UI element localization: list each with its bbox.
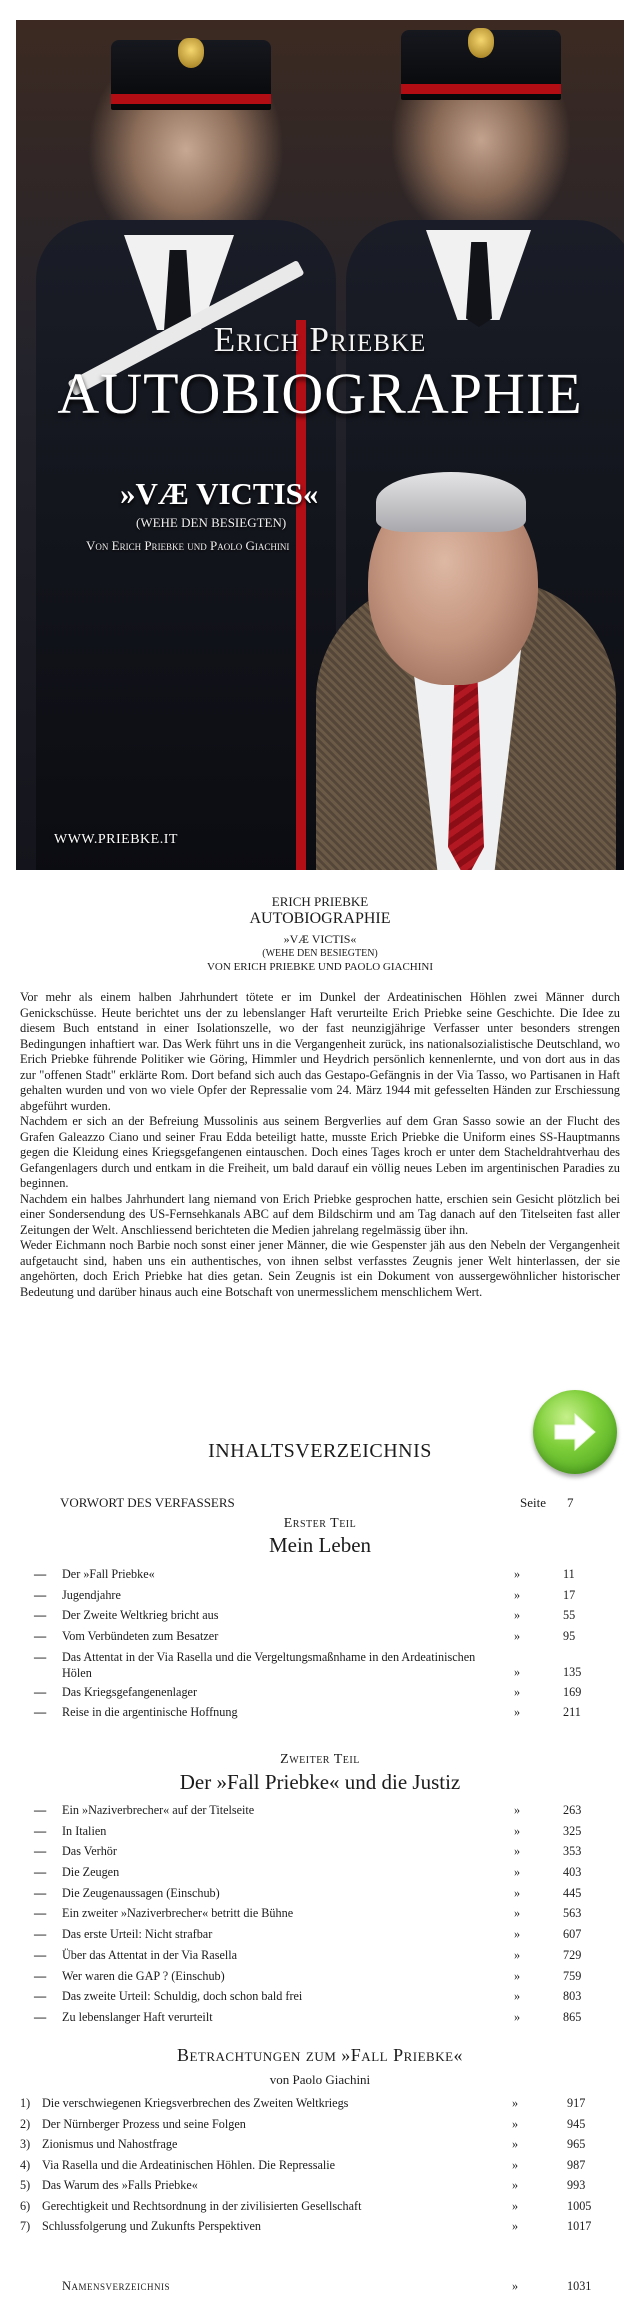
cover-subtitle-note: (WEHE DEN BESIEGTEN) (136, 515, 287, 530)
cap-badge-left (178, 38, 204, 68)
book-title: AUTOBIOGRAPHIE (249, 910, 391, 927)
toc-entry[interactable]: 6) Gerechtigkeit und Rechtsordnung in der zivilisierten Gesellschaft » 1005 (20, 2198, 592, 2213)
description-paragraph: Vor mehr als einem halben Jahrhundert tötete er im Dunkel der Ardeatinischen Höhlen zwei Männer durch Genickschüsse. Heute berichtet uns der zu lebenslanger Haft verurteilte Erich Priebke seine Geschichte. Die Idee zu diesem Buch entstand in einer Isolationszelle, wo der fast neunzigjährige Verfasser unter besonders strengen Bedingungen inhaftiert war. Das Werk führt uns in die Vergangenheit zurück, ins nationalsozialistische Deutschland, wo Erich Priebke führende Politiker wie Göring, Himmler und Heydrich persönlich kennenlernte, und von dort aus in das zur "offenen Stadt" erklärte Rom. Dort befand sich auch das Gestapo-Gefängnis in der Via Tasso, wo Partisanen in Haft gehalten wurden und von wo viele Opfer der Repressalie vom 24. März 1944 mit gefesselten Händen zur Erschiessung abgeführt wurden. (20, 990, 620, 1113)
toc-entry[interactable]: — Jugendjahre » 17 (34, 1587, 576, 1602)
part3-list (0, 2093, 640, 2237)
toc-entry[interactable]: 5) Das Warum des »Falls Priebke« » 993 (20, 2178, 586, 2192)
toc-entry[interactable]: — Der Zweite Weltkrieg bricht aus » 55 (34, 1608, 576, 1623)
toc-entry[interactable]: 1) Die verschwiegenen Kriegsverbrechen des Zweiten Weltkriegs » 917 (20, 2096, 586, 2110)
toc-title: INHALTSVERZEICHNIS (208, 1440, 432, 1462)
book-authors: VON ERICH PRIEBKE UND PAOLO GIACHINI (206, 961, 433, 973)
part3-byline: von Paolo Giachini (269, 2072, 371, 2087)
toc-vorwort-label: VORWORT DES VERFASSERS (60, 1495, 235, 1510)
toc-entry[interactable]: 2) Der Nürnberger Prozess und seine Folgen » 945 (20, 2116, 586, 2131)
book-cover (16, 20, 624, 870)
toc-entry[interactable]: — Zu lebenslanger Haft verurteilt » 865 (34, 2009, 582, 2024)
description-paragraph: Weder Eichmann noch Barbie noch sonst einer jener Männer, die wie Gespenster jäh aus den Nebeln der Vergangenheit aufgetaucht sind, haben uns ein authentisches, von ihnen selbst verfasstes Zeugnis jener Welt hinterlassen, der sie angehörten, doch Erich Priebke hat dies getan. Sein Zeugnis ist ein Dokument von aussergewöhnlicher historischer Bedeutung und darüber hinaus auch eine Botschaft von unermesslichem menschlichem Wert. (20, 1238, 620, 1299)
book-description (20, 990, 620, 1300)
toc-entry[interactable]: — Vom Verbündeten zum Besatzer » 95 (34, 1629, 576, 1644)
toc-entry[interactable]: — Das Attentat in der Via Rasella und die Vergeltungsmaßnhame in den Ardeatinischen Hölen » 135 (34, 1649, 582, 1680)
toc-vorwort-page: 7 (567, 1495, 574, 1510)
toc-vorwort-seite: Seite (520, 1495, 546, 1510)
description-paragraph: Nachdem ein halbes Jahrhundert lang niemand von Erich Priebke gesprochen hatte, erschien sein Gesicht plötzlich bei einer Sondersendung des US-Fernsehkanals ABC auf dem Bildschirm und am Tag danach auf den Titelseiten fast aller Zeitungen der Welt. Anschliessend berichteten die Medien jahrelang regelmässig über ihn. (20, 1191, 620, 1237)
toc-entry[interactable]: 3) Zionismus und Nahostfrage » 965 (20, 2137, 586, 2151)
toc-entry[interactable]: — Das Kriegsgefangenenlager » 169 (34, 1684, 582, 1699)
toc-entry[interactable]: — In Italien » 325 (34, 1823, 582, 1838)
toc-entry[interactable]: — Der »Fall Priebke« » 11 (34, 1567, 575, 1581)
cover-author: Erich Priebke (213, 320, 427, 359)
part2-list (0, 1800, 640, 2028)
toc-entry[interactable]: — Die Zeugen » 403 (34, 1865, 582, 1880)
cover-subtitle: »VÆ VICTIS« (120, 476, 319, 511)
man-hair (376, 472, 526, 532)
book-subtitle-note: (WEHE DEN BESIEGTEN) (262, 948, 378, 959)
toc-entry[interactable]: — Ein zweiter »Naziverbrecher« betritt die Bühne » 563 (34, 1906, 582, 1921)
part1-heading: Mein Leben (268, 1533, 372, 1557)
toc-entry[interactable]: — Über das Attentat in der Via Rasella » 729 (34, 1947, 582, 1962)
toc-namens-page: 1031 (567, 2279, 592, 2293)
part3-heading: Betrachtungen zum »Fall Priebke« (176, 2045, 464, 2065)
toc-entry[interactable]: 7) Schlussfolgerung und Zukunfts Perspektiven » 1017 (20, 2219, 592, 2233)
book-author: ERICH PRIEBKE (271, 894, 369, 909)
part2-heading: Der »Fall Priebke« und die Justiz (179, 1770, 461, 1794)
cover-authors: Von Erich Priebke und Paolo Giachini (86, 538, 290, 553)
toc-entry[interactable]: — Ein »Naziverbrecher« auf der Titelseite » 263 (34, 1803, 582, 1817)
toc-entry[interactable]: — Das erste Urteil: Nicht strafbar » 607 (34, 1927, 582, 1942)
toc-entry[interactable]: — Das Verhör » 353 (34, 1844, 582, 1859)
toc-entry[interactable]: — Wer waren die GAP ? (Einschub) » 759 (34, 1968, 582, 1983)
toc-entry[interactable]: 4) Via Rasella und die Ardeatinischen Höhlen. Die Repressalie » 987 (20, 2157, 586, 2172)
toc-entry[interactable]: — Die Zeugenaussagen (Einschub) » 445 (34, 1885, 582, 1900)
cap-badge-right (468, 28, 494, 58)
part1-label: Erster Teil (283, 1516, 357, 1531)
toc-namensverzeichnis[interactable]: Namensverzeichnis (62, 2279, 171, 2293)
cover-url: WWW.PRIEBKE.IT (54, 832, 178, 847)
part1-list (0, 1564, 640, 1723)
cover-title: AUTOBIOGRAPHIE (57, 361, 583, 426)
description-paragraph: Nachdem er sich an der Befreiung Mussolinis aus seinem Bergverlies auf dem Gran Sasso sowie an der Flucht des Grafen Galeazzo Ciano und seiner Frau Edda beteiligt hatte, musste Erich Priebke die Uniform eines SS-Hauptmanns gegen die Kleidung eines Kriegsgefangenen eintauschen. Doch eines Tages kroch er unter dem Stacheldrahtverhau des Gefangenlagers durch und entkam in die Freiheit, um bald darauf ein völlig neues Leben im argentinischen Paradies zu beginnen. (20, 1114, 620, 1190)
book-subtitle: »VÆ VICTIS« (283, 932, 357, 946)
part2-label: Zweiter Teil (280, 1752, 360, 1767)
toc-entry[interactable]: — Reise in die argentinische Hoffnung » 211 (34, 1705, 581, 1720)
toc-namens-chevron: » (512, 2279, 519, 2293)
toc-entry[interactable]: — Das zweite Urteil: Schuldig, doch schon bald frei » 803 (34, 1989, 582, 2004)
